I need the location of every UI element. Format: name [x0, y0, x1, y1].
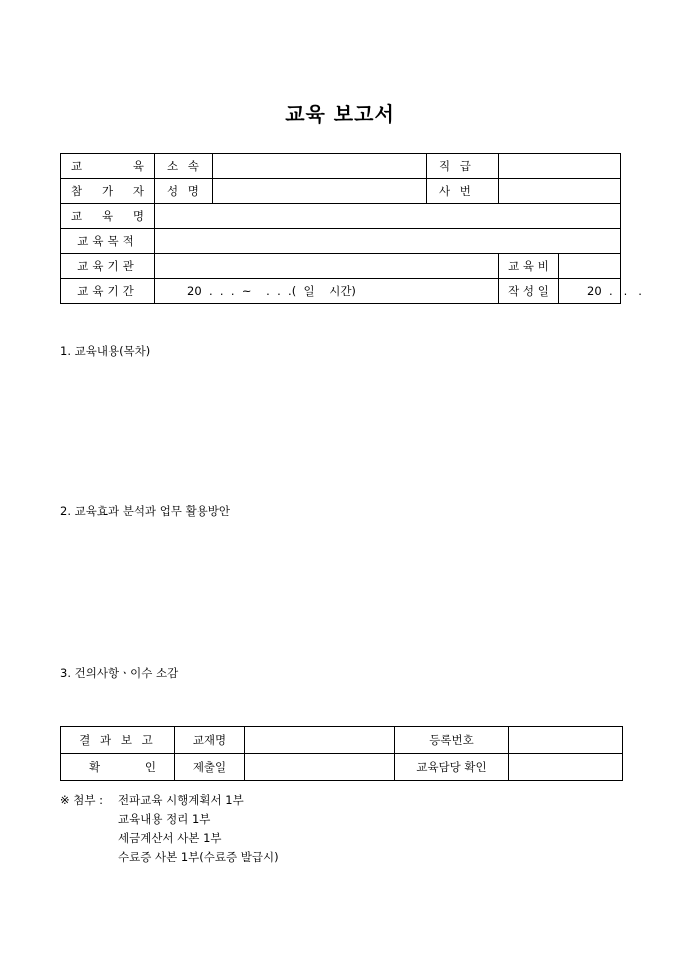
period-label: 교육기간 [61, 279, 155, 304]
attachment-item: 전파교육 시행계획서 1부 [118, 793, 244, 807]
purpose-field[interactable] [155, 229, 621, 254]
position-label: 직 급 [427, 154, 499, 179]
submit-date-label: 제출일 [175, 754, 245, 781]
course-name-label: 교 육 명 [61, 204, 155, 229]
result-report-table [60, 726, 623, 781]
textbook-label: 교재명 [175, 727, 245, 754]
reg-no-label: 등록번호 [395, 727, 509, 754]
name-label: 성 명 [155, 179, 213, 204]
manager-confirm-label: 교육담당 확인 [395, 754, 509, 781]
period-field[interactable]: 20 . . . ~ . . .( 일 시간) [155, 279, 499, 304]
section-2-heading: 2. 교육효과 분석과 업무 활용방안 [60, 504, 231, 518]
written-date-label: 작 성 일 [499, 279, 559, 304]
submit-date-field[interactable] [245, 754, 395, 781]
textbook-field[interactable] [245, 727, 395, 754]
attachment-item: 교육내용 정리 1부 [118, 812, 211, 826]
fee-field[interactable] [559, 254, 621, 279]
result-label-top: 결 과 보 고 [61, 727, 175, 754]
participant-label-top: 교 육 [61, 154, 155, 179]
institution-field[interactable] [155, 254, 499, 279]
position-field[interactable] [499, 154, 621, 179]
employee-no-label: 사 번 [427, 179, 499, 204]
reg-no-field[interactable] [509, 727, 623, 754]
institution-label: 교육기관 [61, 254, 155, 279]
fee-label: 교 육 비 [499, 254, 559, 279]
section-3-heading: 3. 건의사항ㆍ이수 소감 [60, 666, 179, 680]
affiliation-label: 소 속 [155, 154, 213, 179]
employee-no-field[interactable] [499, 179, 621, 204]
participant-label-bottom: 참 가 자 [61, 179, 155, 204]
participant-info-table [60, 153, 642, 304]
attachment-item: 수료증 사본 1부(수료증 발급시) [118, 850, 279, 864]
course-name-field[interactable] [155, 204, 621, 229]
attachment-prefix: ※ 첨부 : [60, 793, 104, 807]
affiliation-field[interactable] [213, 154, 427, 179]
manager-confirm-field[interactable] [509, 754, 623, 781]
document-title: 교육 보고서 [285, 102, 395, 126]
attachment-item: 세금계산서 사본 1부 [118, 831, 222, 845]
purpose-label: 교육목적 [61, 229, 155, 254]
section-1-heading: 1. 교육내용(목차) [60, 344, 151, 358]
result-label-bottom: 확 인 [61, 754, 175, 781]
written-date-field[interactable]: 20 . . . [559, 279, 621, 304]
name-field[interactable] [213, 179, 427, 204]
